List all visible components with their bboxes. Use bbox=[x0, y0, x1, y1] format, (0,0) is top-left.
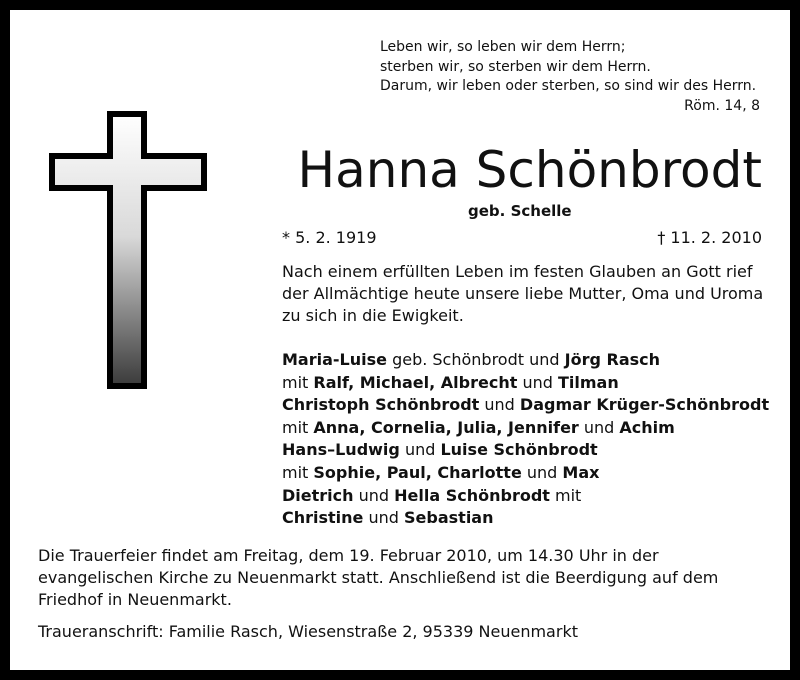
mourner-connector: und bbox=[517, 372, 558, 392]
mourner-connector: und bbox=[353, 485, 395, 505]
mourner-name: Christine bbox=[282, 508, 364, 528]
mourner-name: Jörg Rasch bbox=[564, 350, 661, 369]
mourner-line bbox=[282, 372, 782, 395]
mourner-name: Max bbox=[562, 462, 600, 482]
bible-verse bbox=[380, 38, 760, 116]
maiden-name: geb. Schelle bbox=[468, 202, 572, 220]
mourner-name: Sebastian bbox=[404, 508, 494, 528]
service-line: Die Trauerfeier findet am Freitag, dem 19. Februar 2010, um 14.30 Uhr in der bbox=[38, 546, 659, 565]
mourner-connector: und bbox=[479, 395, 520, 415]
mourner-line bbox=[282, 462, 782, 485]
mourner-name: Christoph Schönbrodt bbox=[282, 395, 480, 415]
mourner-name: Dagmar Krüger-Schönbrodt bbox=[519, 395, 770, 415]
mourner-name: Hans–Ludwig bbox=[282, 440, 400, 460]
cross-icon bbox=[48, 110, 208, 392]
mourner-line bbox=[282, 349, 782, 372]
verse-line: sterben wir, so sterben wir dem Herrn. bbox=[380, 58, 651, 75]
mourner-connector: mit bbox=[549, 485, 582, 505]
intro-line: der Allmächtige heute unsere liebe Mutter, Oma und Uroma bbox=[282, 284, 764, 303]
verse-line: Leben wir, so leben wir dem Herrn; bbox=[380, 39, 626, 55]
mourning-address: Traueranschrift: Familie Rasch, Wiesenstraße 2, 95339 Neuenmarkt bbox=[38, 622, 578, 641]
mourner-name: Achim bbox=[619, 417, 675, 437]
mourner-connector: mit bbox=[282, 462, 314, 482]
death-date: † 11. 2. 2010 bbox=[657, 228, 762, 247]
mourner-name: Ralf, Michael, Albrecht bbox=[313, 372, 518, 392]
verse-line: Darum, wir leben oder sterben, so sind wir des Herrn. bbox=[380, 78, 757, 94]
mourner-line bbox=[282, 439, 782, 462]
birth-date: * 5. 2. 1919 bbox=[282, 228, 377, 247]
mourner-connector: und bbox=[399, 440, 441, 460]
service-line: Friedhof in Neuenmarkt. bbox=[38, 590, 232, 609]
mourner-name: Anna, Cornelia, Julia, Jennifer bbox=[313, 417, 579, 437]
mourner-connector: und bbox=[363, 508, 405, 528]
mourner-line bbox=[282, 507, 782, 530]
mourner-connector: und bbox=[578, 417, 620, 437]
mourner-connector: mit bbox=[282, 372, 314, 392]
mourner-line bbox=[282, 394, 782, 417]
obituary-notice bbox=[10, 10, 790, 670]
mourner-name: Sophie, Paul, Charlotte bbox=[313, 462, 522, 482]
mourner-name: Dietrich bbox=[282, 485, 354, 505]
mourner-connector: mit bbox=[282, 417, 314, 437]
verse-reference: Röm. 14, 8 bbox=[684, 97, 760, 114]
mourner-connector: geb. Schönbrodt und bbox=[386, 350, 565, 369]
deceased-name: Hanna Schönbrodt bbox=[297, 141, 762, 199]
intro-line: Nach einem erfüllten Leben im festen Glauben an Gott rief bbox=[282, 262, 753, 281]
funeral-service-info bbox=[38, 545, 778, 611]
mourner-line bbox=[282, 417, 782, 440]
intro-line: zu sich in die Ewigkeit. bbox=[282, 306, 464, 325]
mourner-connector: und bbox=[521, 462, 563, 482]
mourner-line bbox=[282, 485, 782, 508]
mourner-name: Hella Schönbrodt bbox=[394, 485, 550, 505]
mourner-name: Maria-Luise bbox=[282, 350, 387, 369]
mourners-list bbox=[282, 349, 782, 530]
service-line: evangelischen Kirche zu Neuenmarkt statt. Anschließend ist die Beerdigung auf dem bbox=[38, 568, 719, 587]
mourner-name: Tilman bbox=[557, 372, 619, 392]
intro-text bbox=[282, 261, 772, 327]
mourner-name: Luise Schönbrodt bbox=[440, 440, 598, 460]
